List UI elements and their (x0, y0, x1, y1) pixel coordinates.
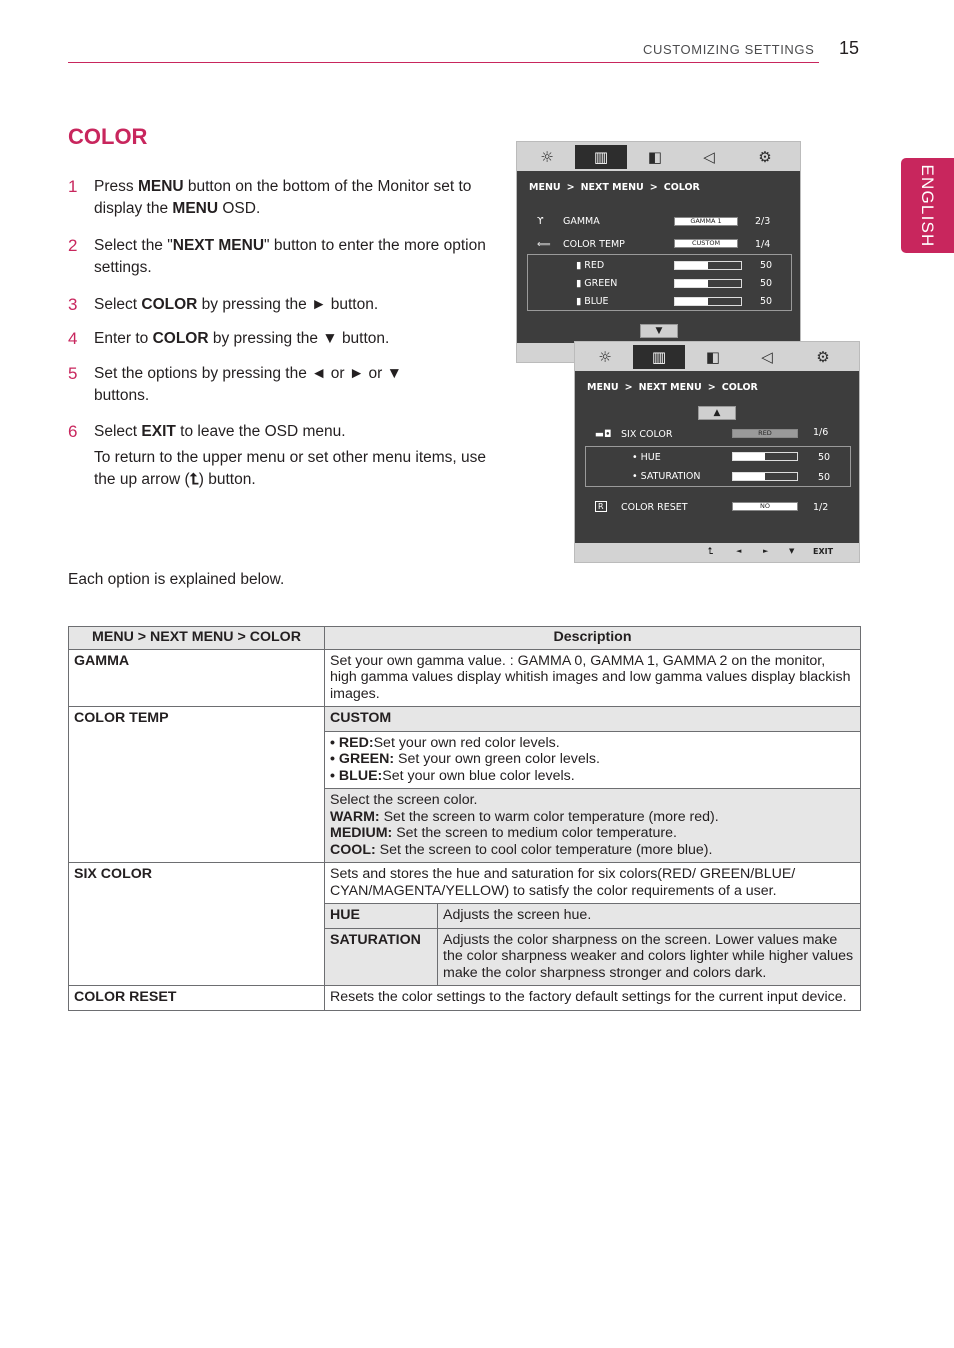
osd-breadcrumb: MENU > NEXT MENU > COLOR (587, 382, 758, 393)
row-desc-custom: • RED:Set your own red color levels. • GREEN: Set your own green color levels. • BLUE:Set your own blue color levels. (325, 731, 861, 789)
step-text: Select COLOR by pressing the ► button. (94, 296, 379, 313)
osd-breadcrumb: MENU > NEXT MENU > COLOR (529, 182, 700, 193)
step-text: Press MENU button on the bottom of the Monitor set to display the MENU OSD. (94, 178, 472, 217)
osd-gamma-value[interactable]: GAMMA 1 (674, 217, 738, 226)
running-header-section: CUSTOMIZING SETTINGS (643, 42, 815, 57)
step-text: Enter to COLOR by pressing the ▼ button. (94, 330, 390, 347)
color-reset-icon: R (595, 501, 607, 512)
osd-saturation-value: 50 (818, 472, 831, 483)
osd-green-label[interactable]: ▮ GREEN (576, 278, 618, 289)
osd-screen-color-temp (516, 141, 801, 363)
row-desc-saturation: Adjusts the color sharpness on the screen. Lower values make the color sharpness weaker and colors lighter while higher values make the color sharpness stronger and colors dark. (438, 928, 861, 986)
osd-six-color-value[interactable]: RED (732, 429, 798, 438)
table-row (69, 863, 861, 904)
step-number: 2 (68, 236, 78, 255)
step-number: 6 (68, 422, 78, 441)
step-text: Select the "NEXT MENU" button to enter the more option settings. (94, 237, 486, 276)
row-desc-screen-color: Select the screen color. WARM: Set the screen to warm color temperature (more red). MEDIUM: Set the screen to medium color temperature. COOL: Set the screen to cool color temperature (more blue). (325, 789, 861, 863)
settings-icon: ⚙ (758, 148, 772, 166)
picture-icon: ▥ (575, 145, 627, 169)
table-row (69, 986, 861, 1011)
osd-footer-left-icon[interactable]: ◄ (736, 547, 742, 555)
osd-up-button[interactable]: ▲ (698, 406, 736, 420)
six-color-icon: ▬◘ (595, 429, 612, 440)
osd-six-color-label[interactable]: SIX COLOR (621, 429, 673, 440)
step-text: Set the options by pressing the ◄ or ► or ▼ buttons. (94, 365, 402, 404)
row-desc-six-color: Sets and stores the hue and saturation for six colors(RED/ GREEN/BLUE/ CYAN/MAGENTA/YELLOW) to satisfy the color requirements of a user. (325, 863, 861, 904)
table-header-description: Description (325, 627, 861, 650)
osd-down-button[interactable]: ▼ (640, 324, 678, 338)
osd-icon-bar (575, 342, 859, 371)
osd-footer-exit-button[interactable]: EXIT (813, 547, 834, 556)
osd-hue-value: 50 (818, 452, 831, 463)
osd-color-temp-page: 1/4 (755, 239, 771, 250)
row-desc-color-reset: Resets the color settings to the factory default settings for the current input device. (325, 986, 861, 1011)
color-temp-icon: ⟸ (537, 239, 551, 250)
settings-icon: ⚙ (816, 348, 830, 366)
osd-six-color-page: 1/6 (813, 427, 829, 438)
up-arrow-icon: ⮤ (189, 471, 199, 488)
row-label-saturation: SATURATION (325, 928, 438, 986)
osd-icon-bar (517, 142, 800, 171)
osd-color-reset-value[interactable]: NO (732, 502, 798, 511)
osd-color-temp-label[interactable]: COLOR TEMP (563, 239, 625, 250)
row-label-color-reset: COLOR RESET (69, 986, 325, 1011)
osd-color-temp-value[interactable]: CUSTOM (674, 239, 738, 248)
osd-footer-up-arrow-icon[interactable]: ⮤ (708, 547, 714, 557)
explained-intro: Each option is explained below. (68, 571, 285, 588)
osd-red-bar[interactable] (674, 261, 742, 270)
osd-rgb-group (527, 254, 792, 311)
row-label-color-temp: COLOR TEMP (69, 707, 325, 863)
osd-screen-six-color (574, 341, 860, 563)
osd-footer-right-icon[interactable]: ► (763, 547, 769, 555)
osd-green-value: 50 (760, 278, 773, 289)
table-header-row (69, 627, 861, 650)
osd-saturation-label[interactable]: • SATURATION (632, 471, 701, 482)
osd-color-reset-label[interactable]: COLOR RESET (621, 502, 688, 513)
row-label-six-color: SIX COLOR (69, 863, 325, 986)
step-number: 3 (68, 295, 78, 314)
sound-icon: ◁ (761, 348, 773, 366)
osd-color-reset-page: 1/2 (813, 502, 829, 513)
step-number: 1 (68, 177, 78, 196)
color-icon: ◧ (705, 348, 721, 366)
osd-gamma-page: 2/3 (755, 216, 771, 227)
osd-red-value: 50 (760, 260, 773, 271)
osd-hue-bar[interactable] (732, 452, 798, 461)
osd-hue-saturation-group (585, 446, 851, 487)
osd-hue-label[interactable]: • HUE (632, 452, 661, 463)
row-desc-gamma: Set your own gamma value. : GAMMA 0, GAMMA 1, GAMMA 2 on the monitor, high gamma values display whitish images and low gamma values display blackish images. (325, 649, 861, 707)
brightness-icon: ☼ (598, 348, 612, 366)
color-icon: ◧ (647, 148, 663, 166)
language-tab-label: ENGLISH (918, 164, 937, 248)
row-label-hue: HUE (325, 904, 438, 929)
table-row (69, 707, 861, 732)
section-title: COLOR (68, 124, 148, 149)
osd-blue-value: 50 (760, 296, 773, 307)
osd-blue-bar[interactable] (674, 297, 742, 306)
language-tab (901, 158, 954, 253)
osd-footer-bar (575, 543, 859, 563)
sound-icon: ◁ (703, 148, 715, 166)
row-subhead-custom: CUSTOM (325, 707, 861, 732)
page-number: 15 (839, 38, 860, 58)
gamma-icon: ϒ (537, 216, 544, 227)
step-number: 4 (68, 329, 78, 348)
step-number: 5 (68, 364, 78, 383)
options-table (68, 626, 861, 1011)
osd-red-label[interactable]: ▮ RED (576, 260, 605, 271)
osd-footer-down-icon[interactable]: ▼ (789, 547, 795, 555)
row-desc-hue: Adjusts the screen hue. (438, 904, 861, 929)
brightness-icon: ☼ (540, 148, 554, 166)
osd-blue-label[interactable]: ▮ BLUE (576, 296, 609, 307)
row-label-gamma: GAMMA (69, 649, 325, 707)
picture-icon: ▥ (633, 345, 685, 369)
step-text: Select EXIT to leave the OSD menu. (94, 423, 346, 440)
table-row (69, 649, 861, 707)
step-6-note: To return to the upper menu or set other menu items, use the up arrow (⮤) button. (94, 447, 494, 491)
osd-green-bar[interactable] (674, 279, 742, 288)
table-header-menu: MENU > NEXT MENU > COLOR (69, 627, 325, 650)
osd-gamma-label[interactable]: GAMMA (563, 216, 600, 227)
header-divider (68, 62, 819, 63)
osd-saturation-bar[interactable] (732, 472, 798, 481)
